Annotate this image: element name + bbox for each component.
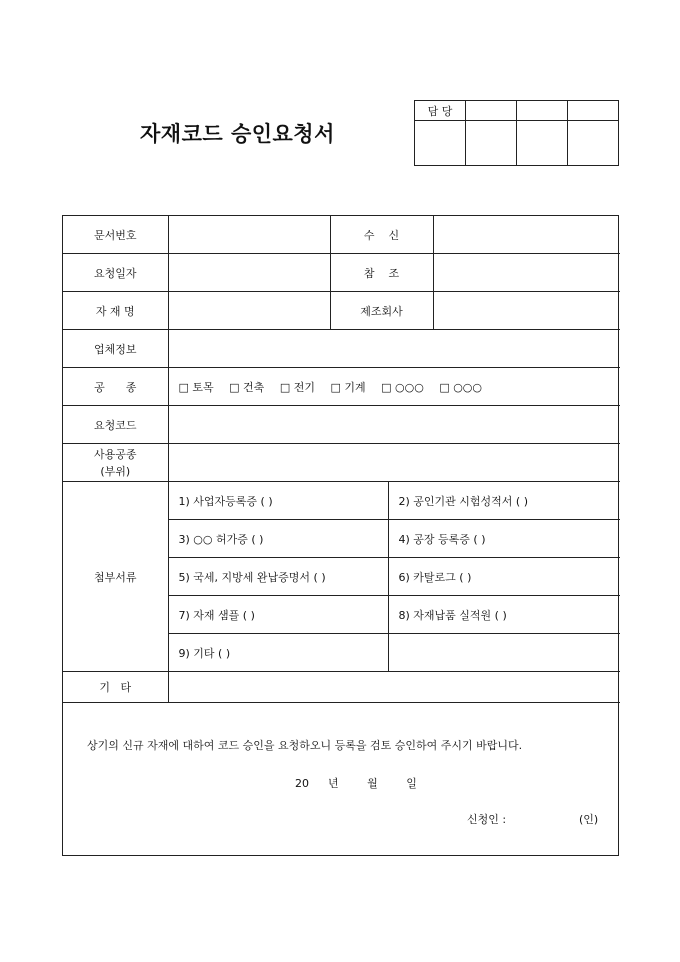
attachment-item[interactable]: 9) 기타 ( ) xyxy=(168,634,388,672)
approval-box xyxy=(414,100,619,166)
attachment-item[interactable]: 1) 사업자등록증 ( ) xyxy=(168,482,388,520)
attachment-item[interactable]: 7) 자재 샘플 ( ) xyxy=(168,596,388,634)
statement-section xyxy=(63,707,618,855)
request-date-label: 요청일자 xyxy=(63,254,168,292)
etc-label: 기 타 xyxy=(63,672,168,702)
usage-trade-label-line2: (부위) xyxy=(100,464,131,478)
form-title: 자재코드 승인요청서 xyxy=(140,122,335,146)
manufacturer-label: 제조회사 xyxy=(330,292,433,330)
trade-checkbox-architecture[interactable]: □ 건축 xyxy=(229,380,265,394)
etc-field[interactable] xyxy=(168,672,620,702)
usage-trade-label xyxy=(63,444,168,482)
trade-checkbox-mechanical[interactable]: □ 기계 xyxy=(330,380,366,394)
approval-header-cell xyxy=(517,101,568,121)
approval-sign-cell[interactable] xyxy=(415,121,466,166)
attachments-label: 첨부서류 xyxy=(63,482,168,672)
trade-checkbox-civil[interactable]: □ 토목 xyxy=(178,380,214,394)
approval-header-cell xyxy=(466,101,517,121)
usage-trade-label-line1: 사용공종 xyxy=(93,447,137,461)
trade-checkbox-other-2[interactable]: □ ○○○ xyxy=(439,380,482,394)
trade-checkbox-other-1[interactable]: □ ○○○ xyxy=(381,380,424,394)
approval-header: 담 당 xyxy=(415,101,466,121)
approval-header-cell xyxy=(568,101,619,121)
attachment-item[interactable]: 3) ○○ 허가증 ( ) xyxy=(168,520,388,558)
company-info-label: 업체정보 xyxy=(63,330,168,368)
approval-sign-cell[interactable] xyxy=(466,121,517,166)
attachment-item[interactable]: 2) 공인기관 시험성적서 ( ) xyxy=(388,482,620,520)
request-code-field[interactable] xyxy=(168,406,620,444)
doc-no-field[interactable] xyxy=(168,216,330,254)
attachment-item[interactable]: 6) 카탈로그 ( ) xyxy=(388,558,620,596)
attachment-item[interactable]: 4) 공장 등록증 ( ) xyxy=(388,520,620,558)
request-date-field[interactable] xyxy=(168,254,330,292)
attachment-item[interactable]: 5) 국세, 지방세 완납증명서 ( ) xyxy=(168,558,388,596)
approval-sign-cell[interactable] xyxy=(568,121,619,166)
manufacturer-field[interactable] xyxy=(433,292,620,330)
recipient-label: 수 신 xyxy=(330,216,433,254)
approval-sign-cell[interactable] xyxy=(517,121,568,166)
material-name-label: 자 재 명 xyxy=(63,292,168,330)
usage-trade-field[interactable] xyxy=(168,444,620,482)
material-name-field[interactable] xyxy=(168,292,330,330)
reference-label: 참 조 xyxy=(330,254,433,292)
seal-mark: (인) xyxy=(579,813,599,826)
trade-options xyxy=(168,368,620,406)
recipient-field[interactable] xyxy=(433,216,620,254)
request-code-label: 요청코드 xyxy=(63,406,168,444)
trade-checkbox-electrical[interactable]: □ 전기 xyxy=(279,380,315,394)
trade-label: 공 종 xyxy=(63,368,168,406)
request-statement: 상기의 신규 자재에 대하여 코드 승인을 요청하오니 등록을 검토 승인하여 주시기 바랍니다. xyxy=(87,739,523,752)
reference-field[interactable] xyxy=(433,254,620,292)
company-info-field[interactable] xyxy=(168,330,620,368)
attachment-item[interactable]: 8) 자재납품 실적원 ( ) xyxy=(388,596,620,634)
date-line: 20 년 월 일 xyxy=(295,777,417,790)
doc-no-label: 문서번호 xyxy=(63,216,168,254)
request-form xyxy=(62,215,619,856)
attachment-empty-cell xyxy=(388,634,620,672)
applicant-label: 신청인 : xyxy=(467,813,507,826)
